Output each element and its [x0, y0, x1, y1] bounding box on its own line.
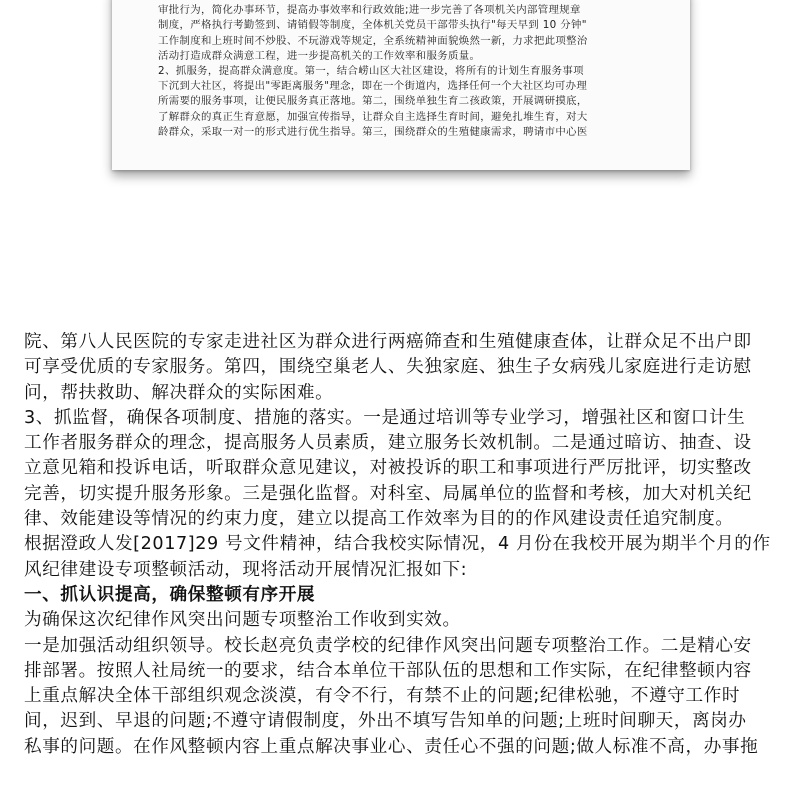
body-text-line: 间，迟到、早退的问题;不遵守请假制度，外出不填写告知单的问题;上班时间聊天，离岗办 [24, 711, 747, 732]
card-text-line: 龄群众，采取一对一的形式进行优生指导。第三，围绕群众的生殖健康需求，聘请市中心医 [158, 125, 588, 138]
body-text-line: 为确保这次纪律作风突出问题专项整治工作收到实效。 [24, 610, 461, 631]
body-text-line: 一是加强活动组织领导。校长赵亮负责学校的纪律作风突出问题专项整治工作。二是精心安 [24, 635, 752, 656]
body-text-line: 私事的问题。在作风整顿内容上重点解决事业心、责任心不强的问题;做人标准不高，办事拖 [24, 736, 759, 757]
body-text-line: 完善，切实提升服务形象。三是强化监督。对科室、局属单位的监督和考核，加大对机关纪 [24, 483, 752, 504]
card-text-line: 所需要的服务事项，让便民服务真正落地。第二，围绕单独生育二孩政策，开展调研摸底， [158, 95, 588, 108]
body-text-line: 立意见箱和投诉电话，听取群众意见建议，对被投诉的职工和事项进行严厉批评，切实整改 [24, 458, 752, 479]
body-text-line: 排部署。按照人社局统一的要求，结合本单位干部队伍的思想和工作实际，在纪律整顿内容 [24, 660, 752, 681]
body-text-line: 根据澄政人发[2017]29 号文件精神，结合我校实际情况，4 月份在我校开展为期半个月的作 [24, 534, 771, 555]
section-heading: 一、抓认识提高，确保整顿有序开展 [24, 584, 316, 605]
body-text-line: 3、抓监督，确保各项制度、措施的落实。一是通过培训等专业学习，增强社区和窗口计生 [24, 407, 746, 428]
card-text-line: 下沉到大社区，将提出"零距离服务"理念，即在一个街道内，选择任何一个大社区均可办理 [158, 80, 588, 93]
body-text-line: 问，帮扶救助、解决群众的实际困难。 [24, 382, 334, 403]
body-text-line: 院、第八人民医院的专家走进社区为群众进行两癌筛查和生殖健康查体，让群众足不出户即 [24, 332, 752, 352]
body-text-line: 律、效能建设等情况的约束力度，建立以提高工作效率为目的的作风建设责任追究制度。 [24, 509, 734, 530]
card-text-line: 了解群众的真正生育意愿，加强宣传指导，让群众自主选择生育时间，避免扎堆生育，对大 [158, 110, 588, 123]
card-text-line: 制度，严格执行考勤签到、请销假等制度，全体机关党员干部带头执行"每天早到 10 分钟" [158, 19, 587, 32]
document-body [24, 330, 784, 760]
card-text-line: 2、抓服务，提高群众满意度。第一，结合崂山区大社区建设，将所有的计划生育服务事项 [158, 64, 584, 77]
body-text-line: 可享受优质的专家服务。第四，围绕空巢老人、失独家庭、独生子女病残儿家庭进行走访慰 [24, 357, 752, 378]
embedded-page-image [112, 0, 690, 170]
body-text-line: 风纪律建设专项整顿活动，现将活动开展情况汇报如下: [24, 559, 468, 580]
card-text-line: 审批行为，简化办事环节，提高办事效率和行政效能;进一步完善了各项机关内部管理规章 [158, 4, 581, 17]
body-text-line: 上重点解决全体干部组织观念淡漠，有令不行，有禁不止的问题;纪律松驰，不遵守工作时 [24, 686, 741, 707]
card-text-line: 活动打造成群众满意工程，进一步提高机关的工作效率和服务质量。 [158, 49, 481, 62]
body-text-line: 工作者服务群众的理念，提高服务人员素质，建立服务长效机制。二是通过暗访、抽查、设 [24, 433, 752, 454]
card-text-line: 工作制度和上班时间不炒股、不玩游戏等规定，全系统精神面貌焕然一新，力求把此项整治 [158, 34, 588, 47]
